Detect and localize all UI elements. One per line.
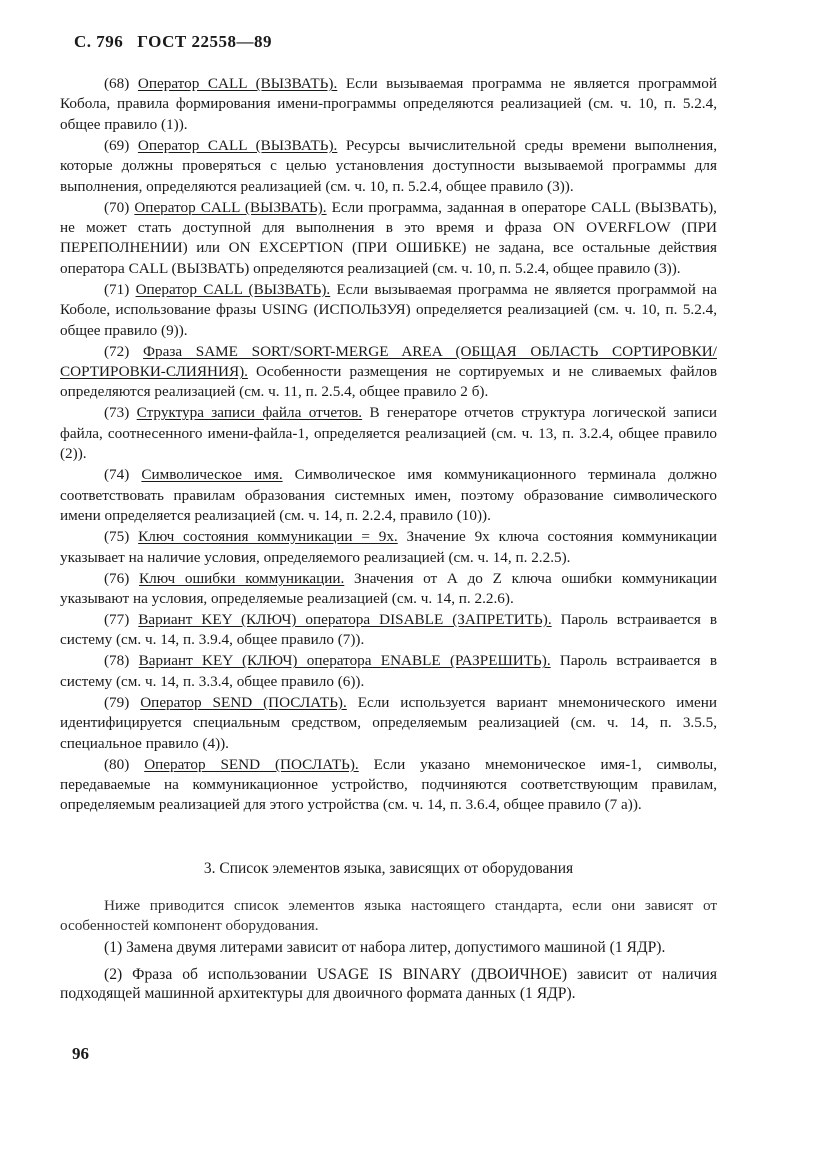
- paragraph-text: Значение 9х ключа состояния коммуникации указывает на наличие условия, определяемого реализацией (см. ч. 14, п. 2.2.5).: [60, 528, 717, 566]
- paragraph-79: (79) Оператор SEND (ПОСЛАТЬ). Если используется вариант мнемонического имени идентифицируется специальным средством, определяемым реализацией (см. ч. 14, п. 3.5.5, специальное правило (4)).: [60, 693, 718, 752]
- paragraph-73: (73) Структура записи файла отчетов. В генераторе отчетов структура логической записи файла, соотнесенного имени-файла-1, определяется реализацией (см. ч. 13, п. 3.2.4, общее правило (2)).: [60, 404, 718, 463]
- paragraph-68: (68) Оператор CALL (ВЫЗВАТЬ). Если вызываемая программа не является программой Кобола, правила формирования имени-программы определяются реализацией (см. ч. 10, п. 5.2.4, общее правило (1)).: [60, 75, 717, 133]
- paragraph-title: Структура записи файла отчетов.: [136, 404, 363, 422]
- paragraph-80: (80) Оператор SEND (ПОСЛАТЬ). Если указано мнемоническое имя-1, символы, передаваемые на коммуникационное устройство, подчиняются соответствующим правилам, определяемым реализацией для этого устройства (см. ч. 14, п. 3.6.4, общее правило (7 а)).: [60, 755, 718, 814]
- hardware-items-list: [60, 938, 717, 1011]
- header-standard: ГОСТ 22558—89: [137, 32, 272, 51]
- paragraph-75: (75) Ключ состояния коммуникации = 9х. Значение 9х ключа состояния коммуникации указывает на наличие условия, определяемого реализацией (см. ч. 14, п. 2.2.5).: [60, 528, 717, 566]
- paragraph-text: Особенности размещения не сортируемых и не сливаемых файлов определяются реализацией (см. ч. 11, п. 2.5.4, общее правило 2 б).: [60, 363, 717, 401]
- paragraph-text: В генераторе отчетов структура логической записи файла, соотнесенного имени-файла-1, определяется реализацией (см. ч. 13, п. 3.2.4, общее правило (2)).: [60, 404, 718, 463]
- paragraph-text: Пароль встраивается в систему (см. ч. 14, п. 3.3.4, общее правило (6)).: [60, 652, 718, 690]
- intro-paragraph: Ниже приводится список элементов языка настоящего стандарта, если они зависят от особенностей компонент оборудования.: [60, 897, 717, 934]
- paragraph-title: Символическое имя.: [141, 466, 283, 484]
- paragraph-title: Оператор CALL (ВЫЗВАТЬ).: [135, 280, 331, 298]
- list-item: (1) Замена двумя литерами зависит от набора литер, допустимого машиной (1 ЯДР).: [104, 939, 666, 956]
- paragraph-title: Оператор CALL (ВЫЗВАТЬ).: [134, 198, 327, 216]
- paragraph-title: Оператор SEND (ПОСЛАТЬ).: [140, 693, 347, 711]
- paragraph-70: (70) Оператор CALL (ВЫЗВАТЬ). Если программа, заданная в операторе CALL (ВЫЗВАТЬ), не может стать доступной для выполнения в это время и фраза ON OVERFLOW (ПРИ ПЕРЕПОЛНЕНИИ) или ON EXCEPTION (ПРИ ОШИБКЕ) не задана, все остальные действия оператора CALL (ВЫЗВАТЬ) определяются реализацией (см. ч. 10, п. 5.2.4, общее правило (3)).: [60, 198, 717, 277]
- paragraph-title: Фраза SAME SORT/SORT-MERGE AREA (ОБЩАЯ ОБЛАСТЬ СОРТИРОВКИ/СОРТИРОВКИ-СЛИЯНИЯ).: [60, 342, 717, 381]
- paragraph-title: Вариант KEY (КЛЮЧ) оператора DISABLE (ЗАПРЕТИТЬ).: [138, 610, 552, 628]
- paragraph-title: Оператор SEND (ПОСЛАТЬ).: [144, 755, 359, 773]
- paragraph-title: Ключ ошибки коммуникации.: [139, 569, 345, 587]
- page-number: 96: [72, 1044, 89, 1063]
- list-item: (2) Фраза об использовании USAGE IS BINARY (ДВОИЧНОЕ) зависит от наличия подходящей машинной архитектуры для двоичного формата данных (1 ЯДР).: [60, 966, 717, 1002]
- paragraph-text: Значения от А до Z ключа ошибки коммуникации указывают на условия, определяемые реализацией (см. ч. 14, п. 2.2.6).: [60, 569, 718, 607]
- paragraph-text: Если указано мнемоническое имя-1, символы, передаваемые на коммуникационное устройство, подчиняются соответствующим правилам, определяемым реализацией для этого устройства (см. ч. 14, п. 3.6.4, общее правило (7 а)).: [60, 755, 718, 814]
- paragraph-69: (69) Оператор CALL (ВЫЗВАТЬ). Ресурсы вычислительной среды времени выполнения, которые должны проверяться с целью установления доступности вызываемой программы для выполнения, определяются реализацией (см. ч. 10, п. 5.2.4, общее правило (3)).: [60, 136, 717, 195]
- paragraph-title: Ключ состояния коммуникации = 9х.: [138, 528, 398, 546]
- section-heading: 3. Список элементов языка, зависящих от оборудования: [203, 860, 574, 877]
- paragraph-title: Оператор CALL (ВЫЗВАТЬ).: [137, 75, 338, 92]
- paragraph-title: Оператор CALL (ВЫЗВАТЬ).: [137, 136, 338, 154]
- paragraph-text: Если используется вариант мнемонического имени идентифицируется специальным средством, определяемым реализацией (см. ч. 14, п. 3.5.5, специальное правило (4)).: [60, 693, 718, 752]
- section-intro: [60, 896, 717, 937]
- paragraph-text: Если вызываемая программа не является программой Кобола, правила формирования имени-программы определяются реализацией (см. ч. 10, п. 5.2.4, общее правило (1)).: [60, 75, 717, 133]
- paragraph-72: (72) Фраза SAME SORT/SORT-MERGE AREA (ОБЩАЯ ОБЛАСТЬ СОРТИРОВКИ/СОРТИРОВКИ-СЛИЯНИЯ). Особенности размещения не сортируемых и не сливаемых файлов определяются реализацией (см. ч. 11, п. 2.5.4, общее правило 2 б).: [60, 342, 717, 401]
- paragraph-text: Символическое имя коммуникационного терминала должно соответствовать правилам образования системных имен, поэтому образование символического имени определяется реализацией (см. ч. 14, п. 2.2.4, правило (10)).: [60, 466, 718, 525]
- body-text: [60, 74, 717, 816]
- paragraph-title: Вариант KEY (КЛЮЧ) оператора ENABLE (РАЗРЕШИТЬ).: [138, 652, 551, 670]
- paragraph-77: (77) Вариант KEY (КЛЮЧ) оператора DISABLE (ЗАПРЕТИТЬ). Пароль встраивается в систему (см. ч. 14, п. 3.9.4, общее правило (7)).: [60, 610, 718, 649]
- paragraph-text: Пароль встраивается в систему (см. ч. 14, п. 3.9.4, общее правило (7)).: [60, 610, 718, 649]
- paragraph-text: Если вызываемая программа не является программой на Коболе, использование фразы USING (ИСПОЛЬЗУЯ) определяется реализацией (см. ч. 10, п. 5.2.4, общее правило (9)).: [60, 280, 717, 339]
- paragraph-76: (76) Ключ ошибки коммуникации. Значения от А до Z ключа ошибки коммуникации указывают на условия, определяемые реализацией (см. ч. 14, п. 2.2.6).: [60, 569, 718, 607]
- paragraph-78: (78) Вариант KEY (КЛЮЧ) оператора ENABLE (РАЗРЕШИТЬ). Пароль встраивается в систему (см. ч. 14, п. 3.3.4, общее правило (6)).: [60, 652, 718, 690]
- paragraph-text: Если программа, заданная в операторе CALL (ВЫЗВАТЬ), не может стать доступной для выполнения в это время и фраза ON OVERFLOW (ПРИ ПЕРЕПОЛНЕНИИ) или ON EXCEPTION (ПРИ ОШИБКЕ) не задана, все остальные действия оператора CALL (ВЫЗВАТЬ) определяются реализацией (см. ч. 10, п. 5.2.4, общее правило (3)).: [60, 198, 717, 277]
- header-page-ref: С. 796: [74, 32, 124, 51]
- paragraph-71: (71) Оператор CALL (ВЫЗВАТЬ). Если вызываемая программа не является программой на Коболе, использование фразы USING (ИСПОЛЬЗУЯ) определяется реализацией (см. ч. 10, п. 5.2.4, общее правило (9)).: [60, 280, 717, 339]
- paragraph-74: (74) Символическое имя. Символическое имя коммуникационного терминала должно соответствовать правилам образования системных имен, поэтому образование символического имени определяется реализацией (см. ч. 14, п. 2.2.4, правило (10)).: [60, 466, 718, 525]
- page-header: [74, 32, 272, 52]
- paragraph-text: Ресурсы вычислительной среды времени выполнения, которые должны проверяться с целью установления доступности вызываемой программы для выполнения, определяются реализацией (см. ч. 10, п. 5.2.4, общее правило (3)).: [60, 136, 717, 195]
